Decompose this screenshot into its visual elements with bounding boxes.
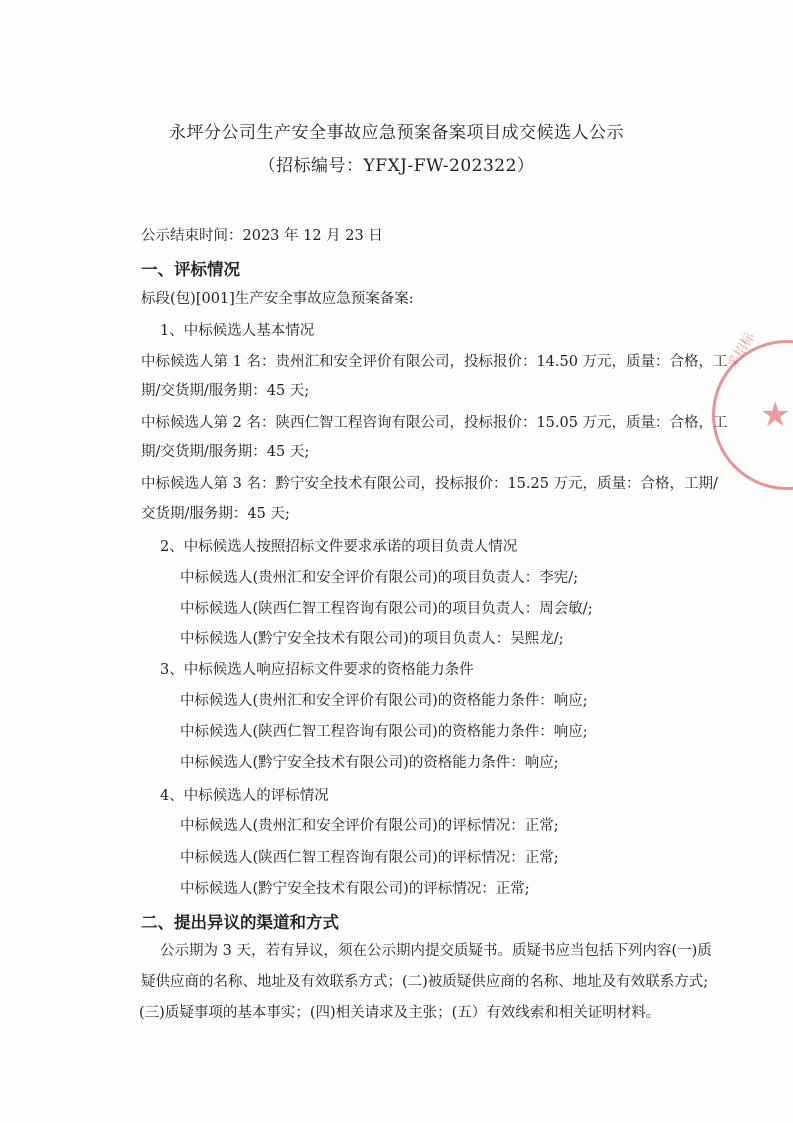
project-manager-3: 中标候选人(黔宁安全技术有限公司)的项目负责人：吴熙龙/; xyxy=(180,631,564,647)
subsection-3-heading: 3、中标候选人响应招标文件要求的资格能力条件 xyxy=(160,662,474,678)
subsection-4-heading: 4、中标候选人的评标情况 xyxy=(160,788,329,804)
candidate-1-line-1: 中标候选人第 1 名：贵州汇和安全评价有限公司，投标报价：14.50 万元，质量：合格，工 xyxy=(141,354,728,370)
end-time: 公示结束时间：2023 年 12 月 23 日 xyxy=(141,228,383,244)
objection-paragraph-line-2: 疑供应商的名称、地址及有效联系方式；(二)被质疑供应商的名称、地址及有效联系方式; xyxy=(141,974,709,990)
project-manager-1: 中标候选人(贵州汇和安全评价有限公司)的项目负责人：李宪/; xyxy=(180,570,579,586)
evaluation-1: 中标候选人(贵州汇和安全评价有限公司)的评标情况：正常; xyxy=(180,818,559,834)
seal-star-icon: ★ xyxy=(760,395,791,435)
qualification-3: 中标候选人(黔宁安全技术有限公司)的资格能力条件：响应; xyxy=(180,755,559,771)
evaluation-2: 中标候选人(陕西仁智工程咨询有限公司)的评标情况：正常; xyxy=(180,850,559,866)
document-subtitle: （招标编号：YFXJ-FW-202322） xyxy=(258,156,535,176)
document-title: 永坪分公司生产安全事故应急预案备案项目成交候选人公示 xyxy=(169,123,624,143)
qualification-1: 中标候选人(贵州汇和安全评价有限公司)的资格能力条件：响应; xyxy=(180,693,588,709)
subsection-2-heading: 2、中标候选人按照招标文件要求承诺的项目负责人情况 xyxy=(160,539,518,555)
candidate-2-line-1: 中标候选人第 2 名：陕西仁智工程咨询有限公司，投标报价：15.05 万元，质量：合格，工 xyxy=(141,415,728,431)
candidate-2-line-2: 期/交货期/服务期：45 天; xyxy=(141,444,310,460)
evaluation-3: 中标候选人(黔宁安全技术有限公司)的评标情况：正常; xyxy=(180,881,530,897)
section-1-heading: 一、评标情况 xyxy=(141,260,240,279)
candidate-1-line-2: 期/交货期/服务期：45 天; xyxy=(141,383,310,399)
candidate-3-line-1: 中标候选人第 3 名：黔宁安全技术有限公司，投标报价：15.25 万元，质量：合格，工期/ xyxy=(141,476,718,492)
lot-line: 标段(包)[001]生产安全事故应急预案备案: xyxy=(141,291,414,307)
subsection-1-heading: 1、中标候选人基本情况 xyxy=(160,323,315,339)
objection-paragraph-line-3: (三)质疑事项的基本事实；(四)相关请求及主张；(五）有效线索和相关证明材料。 xyxy=(139,1005,661,1021)
qualification-2: 中标候选人(陕西仁智工程咨询有限公司)的资格能力条件：响应; xyxy=(180,724,588,740)
section-2-heading: 二、提出异议的渠道和方式 xyxy=(141,913,339,932)
seal-text: 采招标 xyxy=(725,330,758,372)
candidate-3-line-2: 交货期/服务期：45 天; xyxy=(141,506,290,522)
project-manager-2: 中标候选人(陕西仁智工程咨询有限公司)的项目负责人：周会敏/; xyxy=(180,601,593,617)
objection-paragraph-line-1: 公示期为 3 天，若有异议，须在公示期内提交质疑书。质疑书应当包括下列内容(一)质 xyxy=(160,943,712,959)
